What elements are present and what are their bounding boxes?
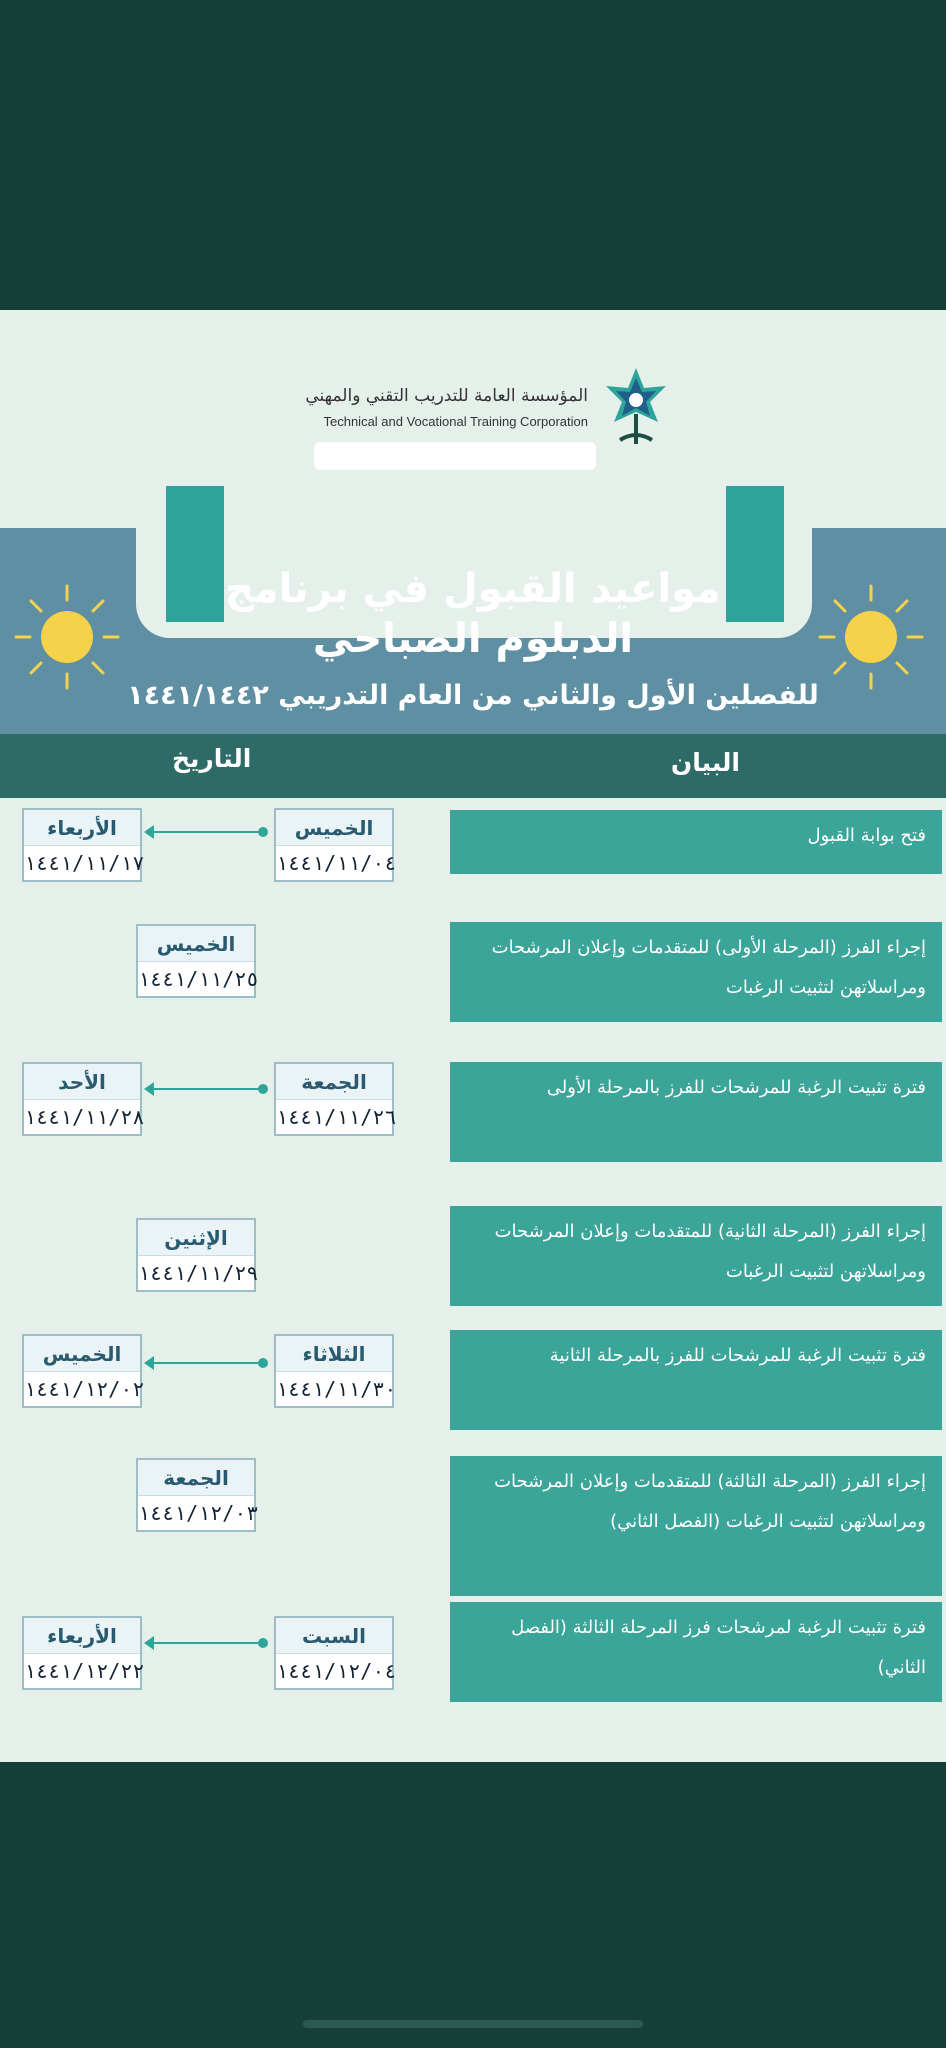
header-date: التاريخ <box>172 744 252 773</box>
organization-name-english: Technical and Vocational Training Corporation <box>323 414 588 429</box>
start-day: الجمعة <box>276 1064 392 1100</box>
start-day: الخميس <box>276 810 392 846</box>
end-date-box <box>22 808 145 882</box>
start-day: الثلاثاء <box>276 1336 392 1372</box>
range-arrow <box>146 1088 264 1090</box>
end-date: ١٤٤١/١٢/٢٢ <box>24 1659 145 1683</box>
top-dark-band <box>0 0 946 310</box>
row-description: فترة تثبيت الرغبة للمرشحات للفرز بالمرحلة الأولى <box>450 1062 942 1162</box>
date-value: ١٤٤١/١١/٢٥ <box>138 967 259 991</box>
row-description: إجراء الفرز (المرحلة الثالثة) للمتقدمات وإعلان المرشحات ومراسلاتهن لتثبيت الرغبات (الفصل الثاني) <box>450 1456 942 1596</box>
page-title-line1: مواعيد القبول في برنامج <box>225 566 721 612</box>
end-day: الأربعاء <box>24 810 140 846</box>
range-arrow <box>146 831 264 833</box>
date-value: ١٤٤١/١١/٢٩ <box>138 1261 259 1285</box>
bottom-dark-band <box>0 1762 946 2048</box>
range-arrow <box>146 1642 264 1644</box>
organization-name-arabic: المؤسسة العامة للتدريب التقني والمهني <box>305 386 588 406</box>
end-date-box <box>22 1062 145 1136</box>
date-value: ١٤٤١/١٢/٠٣ <box>138 1501 259 1525</box>
page-subtitle: للفصلين الأول والثاني من العام التدريبي ١٤٤١/١٤٤٢ <box>127 680 819 711</box>
table-header-bar <box>0 734 946 798</box>
start-date-box <box>274 1062 397 1136</box>
start-date-box <box>274 808 397 882</box>
date-day: الجمعة <box>138 1460 254 1496</box>
redacted-text <box>314 442 596 470</box>
start-date-box <box>274 1616 397 1690</box>
start-date: ١٤٤١/١٢/٠٤ <box>276 1659 397 1683</box>
end-day: الخميس <box>24 1336 140 1372</box>
end-date: ١٤٤١/١٢/٠٢ <box>24 1377 145 1401</box>
page-title-line2: الدبلوم الصباحي <box>312 616 634 662</box>
end-day: الأحد <box>24 1064 140 1100</box>
start-date: ١٤٤١/١١/٢٦ <box>276 1105 397 1129</box>
end-date-box <box>22 1616 145 1690</box>
tvtc-logo-icon <box>596 364 676 450</box>
start-date-box <box>274 1334 397 1408</box>
range-arrow <box>146 1362 264 1364</box>
single-date-box <box>136 1218 259 1292</box>
date-day: الخميس <box>138 926 254 962</box>
admission-schedule-poster <box>0 310 946 1762</box>
start-day: السبت <box>276 1618 392 1654</box>
row-description: إجراء الفرز (المرحلة الأولى) للمتقدمات وإعلان المرشحات ومراسلاتهن لتثبيت الرغبات <box>450 922 942 1022</box>
row-description: فترة تثبيت الرغبة لمرشحات فرز المرحلة الثالثة (الفصل الثاني) <box>450 1602 942 1702</box>
home-indicator[interactable] <box>303 2020 643 2028</box>
start-date: ١٤٤١/١١/٣٠ <box>276 1377 397 1401</box>
end-date: ١٤٤١/١١/٢٨ <box>24 1105 145 1129</box>
single-date-box <box>136 924 259 998</box>
single-date-box <box>136 1458 259 1532</box>
header-description: البيان <box>670 748 740 777</box>
row-description: فتح بوابة القبول <box>450 810 942 874</box>
end-date-box <box>22 1334 145 1408</box>
end-date: ١٤٤١/١١/١٧ <box>24 851 145 875</box>
start-date: ١٤٤١/١١/٠٤ <box>276 851 397 875</box>
end-day: الأربعاء <box>24 1618 140 1654</box>
row-description: فترة تثبيت الرغبة للمرشحات للفرز بالمرحلة الثانية <box>450 1330 942 1430</box>
date-day: الإثنين <box>138 1220 254 1256</box>
row-description: إجراء الفرز (المرحلة الثانية) للمتقدمات وإعلان المرشحات ومراسلاتهن لتثبيت الرغبات <box>450 1206 942 1306</box>
